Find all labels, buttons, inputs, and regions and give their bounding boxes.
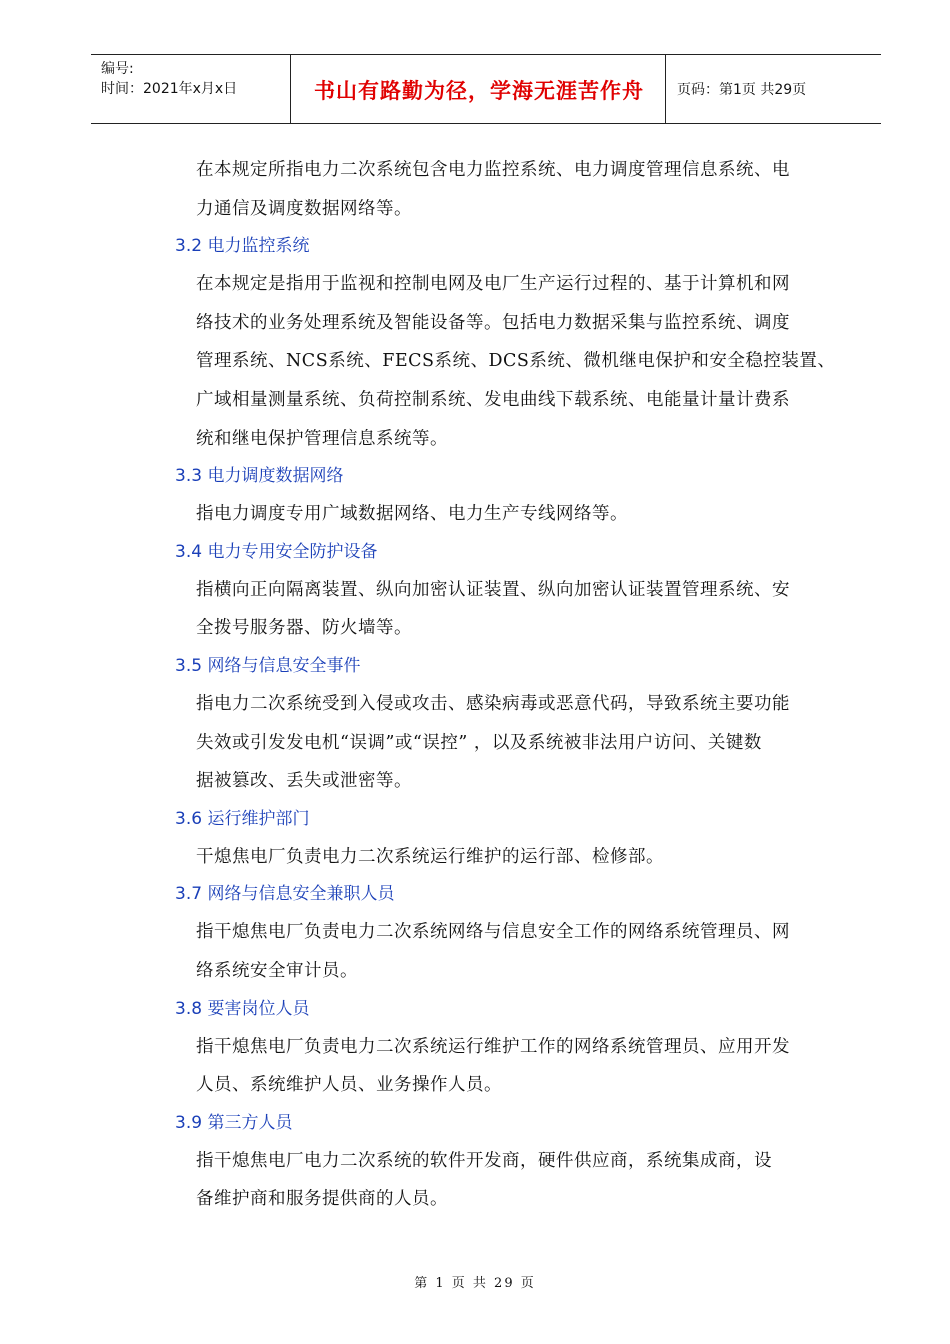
paragraph-line: 指横向正向隔离装置、纵向加密认证装置、纵向加密认证装置管理系统、安 <box>196 579 790 600</box>
paragraph-line: 指电力调度专用广域数据网络、电力生产专线网络等。 <box>196 504 628 525</box>
paragraph-line: 络技术的业务处理系统及智能设备等。包括电力数据采集与监控系统、调度 <box>196 312 790 333</box>
paragraph-line: 指干熄焦电厂负责电力二次系统运行维护工作的网络系统管理员、应用开发 <box>196 1036 790 1057</box>
paragraph-line: 干熄焦电厂负责电力二次系统运行维护的运行部、检修部。 <box>196 846 664 867</box>
header-divider <box>665 55 666 123</box>
header-divider <box>290 55 291 123</box>
paragraph-line: 备维护商和服务提供商的人员。 <box>196 1189 448 1210</box>
section-heading: 3.7 网络与信息安全兼职人员 <box>175 884 395 905</box>
page-footer: 第 1 页 共 29 页 <box>414 1276 536 1291</box>
paragraph-line: 力通信及调度数据网络等。 <box>196 198 412 219</box>
header-meta <box>101 59 237 99</box>
section-heading: 3.8 要害岗位人员 <box>175 998 310 1019</box>
paragraph-line: 指电力二次系统受到入侵或攻击、感染病毒或恶意代码，导致系统主要功能 <box>196 694 790 714</box>
paragraph-line: 指干熄焦电厂电力二次系统的软件开发商，硬件供应商，系统集成商，设 <box>196 1150 772 1171</box>
section-heading: 3.5 网络与信息安全事件 <box>175 656 361 676</box>
paragraph-line: 广域相量测量系统、负荷控制系统、发电曲线下载系统、电能量计量计费系 <box>196 390 790 410</box>
section-heading: 3.4 电力专用安全防护设备 <box>175 541 378 562</box>
section-heading: 3.3 电力调度数据网络 <box>175 466 344 487</box>
section-heading: 3.6 运行维护部门 <box>175 808 310 829</box>
section-heading: 3.2 电力监控系统 <box>175 236 310 257</box>
paragraph-line: 指干熄焦电厂负责电力二次系统网络与信息安全工作的网络系统管理员、网 <box>196 922 790 943</box>
paragraph-line: 在本规定所指电力二次系统包含电力监控系统、电力调度管理信息系统、电 <box>196 160 790 180</box>
paragraph-line: 络系统安全审计员。 <box>196 961 358 981</box>
paragraph-line: 管理系统、NCS系统、FECS系统、DCS系统、微机继电保护和安全稳控装置、 <box>196 351 836 372</box>
paragraph-line: 失效或引发发电机“误调”或“误控” ，以及系统被非法用户访问、关键数 <box>196 732 762 753</box>
paragraph-line: 统和继电保护管理信息系统等。 <box>196 428 448 449</box>
paragraph-line: 在本规定是指用于监视和控制电网及电厂生产运行过程的、基于计算机和网 <box>196 274 790 295</box>
paragraph-line: 全拨号服务器、防火墙等。 <box>196 618 412 639</box>
paragraph-line: 人员、系统维护人员、业务操作人员。 <box>196 1075 502 1096</box>
header-motto: 书山有路勤为径，学海无涯苦作舟 <box>314 79 644 103</box>
document-number-label: 编号: <box>101 61 134 77</box>
header-page-number: 页码：第1页 共29页 <box>677 82 807 98</box>
page-header <box>91 54 881 124</box>
section-heading: 3.9 第三方人员 <box>175 1112 293 1133</box>
paragraph-line: 据被篡改、丢失或泄密等。 <box>196 771 412 792</box>
document-time-label: 时间：2021年x月x日 <box>101 81 238 97</box>
